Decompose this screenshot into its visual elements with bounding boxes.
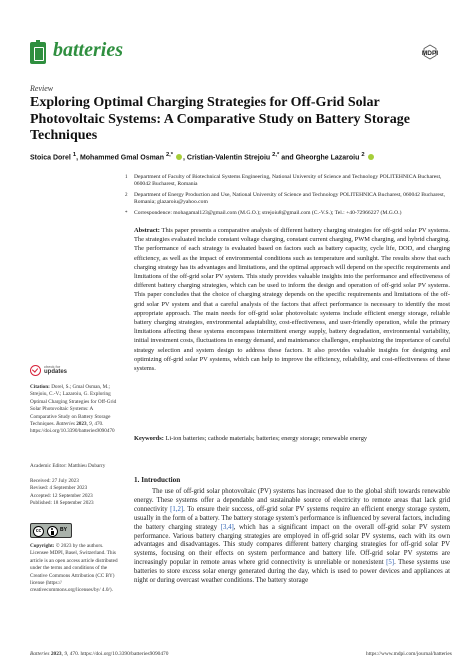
correspondence [125, 210, 454, 217]
footer-doi: , 470. https://doi.org/10.3390/batteries9090470 [67, 651, 169, 657]
academic-editor: Academic Editor: Matthieu Dubarry [30, 463, 106, 469]
author-affiliation-mark: 2,* [165, 152, 174, 158]
citation-text: Dorel, S.; Gmal Osman, M.; Strejoiu, C.-V.; Lazaroiu, G. Exploring Optimal Charging Strategies for Off-Grid Solar Photovoltaic Systems: A Comparative Study on Battery Storage Techniques. [30, 384, 117, 428]
copyright-block [30, 543, 118, 595]
keywords [134, 434, 450, 443]
author-list: Stoica Dorel $^1$, Mohammed Gmal Osman $^{2,*}$ , Cristian-Valentin Strejoiu $^{2,*}$ and Gheorghe Lazaroiu $^2$ [30, 152, 460, 161]
attribution-icon [47, 526, 58, 537]
citation-journal: Batteries [56, 421, 75, 428]
citation-year: 2023 [74, 421, 87, 428]
article-type: Review [30, 84, 54, 93]
citation-volume: 9 [89, 421, 92, 428]
affiliation-mark: 2 [125, 193, 128, 198]
cc-license-badge[interactable] [30, 523, 72, 538]
footer-journal-link[interactable]: https://www.mdpi.com/journal/batteries [366, 651, 452, 657]
keywords-text: Li-ion batteries; cathode materials; batteries; energy storage; renewable energy [165, 435, 368, 442]
author-affiliation-mark: 2,* [272, 152, 280, 158]
body-text: . These systems use batteries to store excess solar energy generated during the day, which is used to power devices and appliances at night or during overcast weather conditions. The battery storage [134, 559, 450, 585]
published-date: Published: 18 September 2023 [30, 500, 94, 507]
affiliation-text: Department of Energy Production and Use, National University of Science and Technology POLITEHNICA Bucharest, 060042 Bucharest, Romania; glazaroiu@yahoo.com [134, 192, 446, 205]
author-affiliation-mark: 1 [72, 152, 77, 158]
publisher-name: MDPI [421, 50, 439, 57]
body-text: , which has a significant impact on the overall off-grid solar PV system performance. Various battery charging strategies are employed in off-grid solar PV systems, each with its own advantages and disadvantages. This study compares different battery charging strategies for off-grid solar PV systems, focusing on their effects on system performance and battery life. Off-grid solar PV systems are increasingly popular in remote areas where grid connectivity is unreliable or nonexistent [134, 523, 450, 567]
section-heading: 1. Introduction [134, 476, 181, 484]
author-name[interactable]: Cristian-Valentin Strejoiu [186, 154, 271, 162]
abstract [134, 226, 450, 373]
footer-year: 2023 [49, 651, 62, 657]
affiliation [125, 174, 454, 188]
received-date: Received: 27 July 2023 [30, 478, 79, 484]
check-updates-icon [30, 365, 41, 376]
abstract-label: Abstract: [134, 227, 160, 234]
orcid-icon[interactable] [176, 154, 182, 160]
cc-label: BY [60, 527, 67, 533]
author-affiliation-mark: 2 [361, 152, 365, 158]
author-name[interactable]: Mohammed Gmal Osman [79, 154, 164, 162]
history-dates [30, 478, 118, 508]
journal-name[interactable]: batteries [53, 39, 123, 61]
affiliation [125, 192, 454, 206]
footer-citation[interactable]: Batteries 2023, 9, 470. https://doi.org/10.3390/batteries9090470 [30, 651, 169, 657]
affiliation-mark: 1 [125, 175, 128, 180]
citation-text: , [86, 421, 90, 428]
orcid-icon[interactable] [368, 154, 374, 160]
citation-link[interactable]: [5] [386, 559, 395, 567]
accepted-date: Accepted: 12 September 2023 [30, 492, 93, 499]
copyright-text: © 2023 by the authors. Licensee MDPI, Basel, Switzerland. This article is an open access article distributed under the terms and conditions of the Creative Commons Attribution (CC BY) license (https:// creativecommons.org/licenses/by/ 4.0/). [30, 543, 118, 594]
author-name[interactable]: Stoica Dorel [30, 154, 71, 162]
citation-label: Citation: [30, 384, 50, 390]
journal-logo-icon [30, 42, 46, 64]
citation-link[interactable]: [1,2] [170, 505, 184, 513]
updates-small-text: check for [44, 364, 61, 369]
article-title: Exploring Optimal Charging Strategies for Off-Grid Solar Photovoltaic Systems: A Comparative Study on Battery Storage Techniques [30, 95, 410, 143]
citation-doi[interactable]: , 470. https://doi.org/10.3390/batteries9090470 [30, 421, 115, 435]
citation-block [30, 384, 118, 436]
footer-volume: 9 [64, 651, 68, 657]
author-name[interactable]: Gheorghe Lazaroiu [295, 154, 360, 162]
copyright-label: Copyright: [30, 543, 55, 549]
cc-icon: cc [33, 526, 44, 537]
updates-big-text: updates [44, 369, 68, 375]
revised-date: Revised: 4 September 2023 [30, 485, 88, 492]
intro-paragraph [134, 488, 450, 586]
body-text: . To ensure their success, off-grid solar PV systems require an efficient energy storage system, usually in the form of a battery. The battery storage system's performance is influenced by several factors, including the battery charging strategy [134, 505, 451, 531]
footer-journal: Batteries [30, 651, 50, 657]
mdpi-logo[interactable] [413, 44, 447, 62]
check-for-updates-button[interactable] [30, 364, 70, 378]
keywords-label: Keywords: [134, 435, 164, 442]
citation-link[interactable]: [3,4] [220, 523, 234, 531]
body-text: The use of off-grid solar photovoltaic (PV) systems has increased due to the global shift towards renewable energy. These systems offer a dependable and sustainable source of electricity to remote areas that lack grid connectivity [134, 488, 450, 513]
affiliation-text: Department of Faculty of Biotechnical Systems Engineering, National University of Science and Technology POLITEHNICA Bucharest, 060042 Bucharest, Romania [134, 174, 442, 187]
affiliation-mark: * [125, 211, 128, 216]
correspondence-text[interactable]: Correspondence: mohagamal123@gmail.com (M.G.O.); strejoiu8@gmail.com (C.-V.S.); Tel.: +40-72966227 (M.G.O.) [134, 210, 402, 216]
abstract-text: This paper presents a comparative analysis of different battery charging strategies for off-grid solar PV systems. The strategies evaluated include constant voltage charging, constant current charging, PWM charging, and hybrid charging. The performance of each strategy is evaluated based on factors such as battery capacity, cycle life, DOD, and charging efficiency, as well as the impact of environmental conditions such as temperature and sunlight. The results show that each charging strategy has its advantages and limitations, and the optimal approach will depend on the specific requirements and limitations of the off-grid solar PV system. This study provides valuable insights into the performance and effectiveness of different battery charging strategies, which can be used to inform the design and operation of off-grid solar PV systems. This paper concludes that the choice of charging strategy depends on the specific requirements and limitations of the off-grid solar PV system and that a careful analysis of the factors that affect performance is necessary to identify the most appropriate approach. The main needs for off-grid solar photovoltaic systems include efficient energy storage, reliable battery charging strategies, environmental adaptability, cost-effectiveness, and user-friendly operation, while the primary limitations affecting these systems encompass intermittent energy supply, battery degradation, environmental variability, initial investment costs, fluctuations in energy demand, and maintenance challenges, emphasizing the importance of careful strategy selection and system design to address these factors. It also provides valuable insights for designing and optimizing off-grid solar PV systems, which can help to improve the efficiency, reliability, and cost-effectiveness of these systems. [134, 227, 450, 373]
